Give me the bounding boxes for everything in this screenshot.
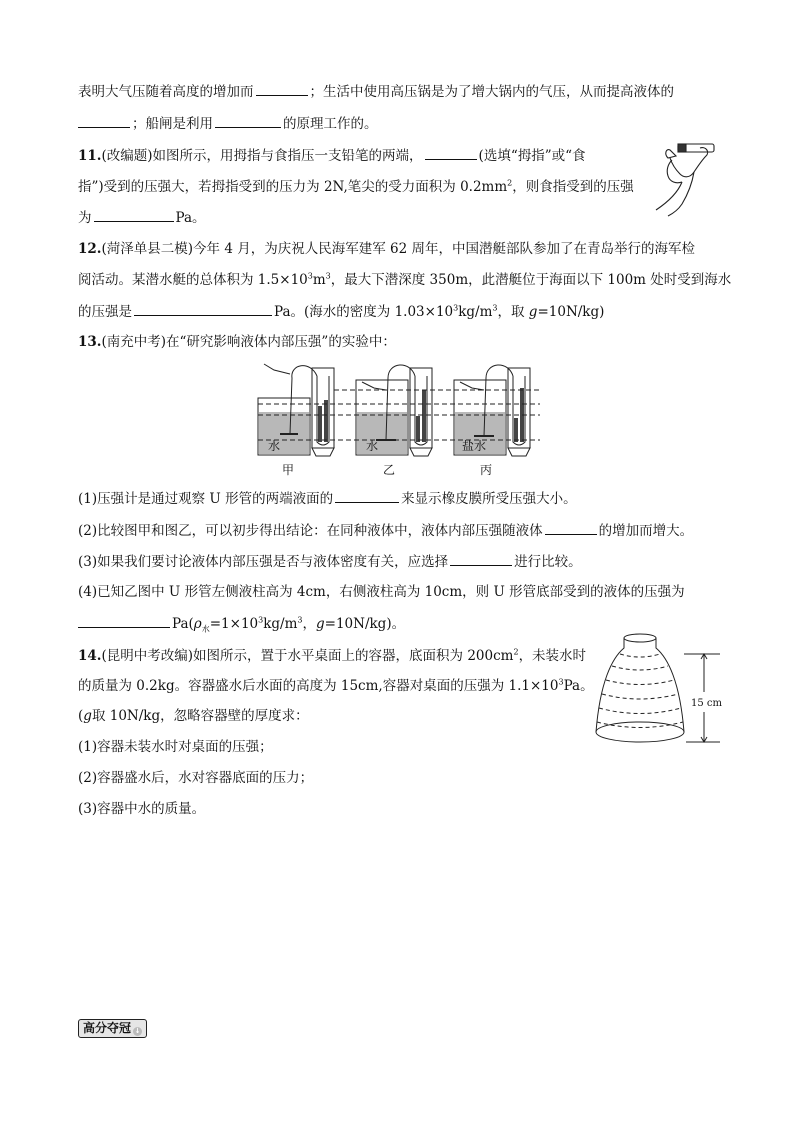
hand-pencil-figure	[648, 138, 718, 218]
answer-blank[interactable]	[94, 208, 174, 222]
q12-line1: 12.(菏泽单县二模)今年 4 月，为庆祝人民海军建军 62 周年，中国潜艇部队参加了在青岛举行的海军检	[78, 241, 695, 257]
q14-sub3: (3)容器中水的质量。	[78, 801, 206, 817]
container-figure	[590, 632, 724, 750]
answer-blank[interactable]	[78, 614, 170, 628]
q14-sub2: (2)容器盛水后，水对容器底面的压力；	[78, 770, 314, 786]
q13-part4-cont: $Pa(\rho_水=1\times 10^3kg/m^3$，g=10N/kg)。	[78, 614, 405, 633]
q11-line1: 11.(改编题)如图所示，用拇指与食指压一支铅笔的两端， (选填“拇指”或“食	[78, 148, 586, 164]
liquid-label: 水	[268, 439, 281, 453]
manometer-base	[312, 448, 334, 456]
answer-blank[interactable]	[78, 114, 130, 128]
u-tube-liquid	[422, 390, 426, 442]
wrist-line	[668, 172, 694, 216]
container-mouth	[624, 634, 656, 642]
u-tube-liquid	[416, 416, 420, 442]
answer-blank[interactable]	[215, 114, 281, 128]
q13-intro: 13.(南充中考)在“研究影响液体内部压强”的实验中：	[78, 334, 396, 350]
answer-blank[interactable]	[425, 146, 477, 160]
water-level-line	[602, 694, 678, 699]
manometer-base	[410, 448, 432, 456]
q14-line2: 的质量为 0.2kg。容器盛水后水面的高度为 15cm,容器对桌面的压强为 $1.1\times 10^3Pa$。	[78, 677, 594, 694]
height-label: 15 cm	[691, 698, 722, 709]
water-level-line	[620, 654, 660, 657]
u-tube-liquid	[514, 418, 518, 442]
answer-blank[interactable]	[450, 552, 512, 566]
manometer-base	[508, 448, 530, 456]
container-right-wall	[656, 638, 684, 732]
down-arrow-circle-icon: ↓	[134, 1027, 141, 1035]
section-badge: 高分夺冠 ↓	[78, 1019, 147, 1038]
figure-caption: 乙	[383, 463, 396, 477]
liquid-yi	[357, 412, 407, 454]
u-tube-liquid	[318, 406, 322, 442]
water-level-line	[612, 666, 668, 670]
q14-sub1: (1)容器未装水时对桌面的压强；	[78, 739, 273, 755]
liquid-label: 水	[366, 439, 379, 453]
figure-caption: 丙	[480, 463, 493, 477]
q10-line2: ；船闸是利用 的原理工作的。	[78, 114, 378, 133]
pencil-tip	[678, 144, 686, 152]
q13-part3: (3)如果我们要讨论液体内部压强是否与液体密度有关，应选择 进行比较。	[78, 554, 582, 570]
answer-blank[interactable]	[335, 489, 399, 503]
q12-line3: 的压强是 Pa。(海水的密度为 $1.03\times 10^3kg/m^3$，取 g=10N/kg)	[78, 303, 605, 320]
u-tube-liquid	[324, 400, 328, 442]
q14-line3: (g取 10N/kg，忽略容器壁的厚度求：	[78, 708, 309, 724]
q12-line2: 阅活动。某潜水艇的总体积为 $1.5\times 10^3m^3$，最大下潜深度 350m，此潜艇位于海面以下 100m 处时受到海水	[78, 271, 732, 288]
q11-line2: 指”)受到的压强大，若拇指受到的压力为 2N,笔尖的受力面积为 $0.2mm^2$，则食指受到的压强	[78, 178, 634, 195]
figure-caption: 甲	[282, 463, 295, 477]
liquid-label: 盐水	[462, 439, 487, 453]
fingers	[667, 160, 682, 183]
answer-blank[interactable]	[134, 302, 272, 316]
manometer-board-jia	[312, 368, 334, 448]
wrist-line	[656, 182, 682, 210]
q14-line1: 14.(昆明中考改编)如图所示，置于水平桌面上的容器，底面积为 $200cm^2$，未装水时	[78, 647, 587, 664]
thumb	[666, 150, 676, 158]
water-level-line	[599, 708, 681, 714]
manometer-board-yi	[410, 368, 432, 448]
q11-line3: 为 Pa。	[78, 210, 206, 226]
container-left-wall	[596, 638, 624, 732]
answer-blank[interactable]	[545, 521, 597, 535]
hand-jia	[264, 364, 290, 374]
q13-part1: (1)压强计是通过观察 U 形管的两端液面的 来显示橡皮膜所受压强大小。	[78, 491, 577, 507]
pressure-experiment-figure	[250, 360, 550, 478]
manometer-board-bing	[508, 368, 530, 448]
container-base	[596, 722, 684, 742]
water-level-line	[606, 680, 674, 685]
q10-line1: 表明大气压随着高度的增加而 ；生活中使用高压锅是为了增大锅内的气压，从而提高液体的	[78, 84, 674, 100]
answer-blank[interactable]	[256, 82, 308, 96]
q13-part4: (4)已知乙图中 U 形管左侧液柱高为 4cm，右侧液柱高为 10cm，则 U 形管底部受到的液体的压强为	[78, 584, 685, 600]
q13-part2: (2)比较图甲和图乙，可以初步得出结论：在同种液体中，液体内部压强随液体 的增加而增大。	[78, 523, 694, 539]
